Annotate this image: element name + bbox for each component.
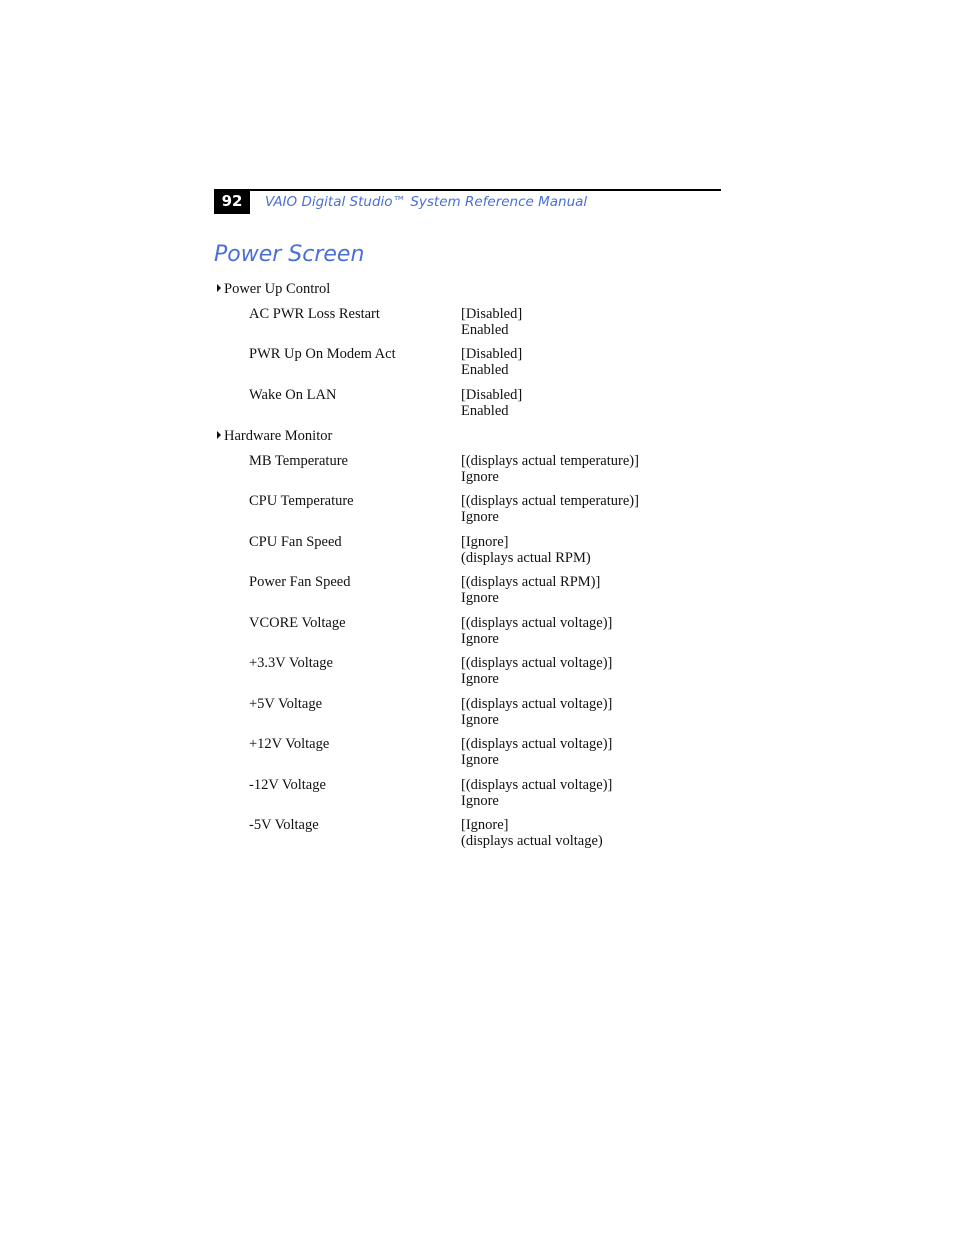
- setting-row-pwr-up-on-modem-act: [249, 346, 719, 380]
- section-title: Power Screen: [214, 242, 365, 267]
- setting-values: [461, 346, 522, 378]
- setting-default-value: [Disabled]: [461, 346, 523, 362]
- setting-row-3-3v-voltage: [249, 655, 719, 689]
- setting-row-cpu-fan-speed: [249, 534, 719, 568]
- setting-default-value: [(displays actual voltage)]: [461, 736, 613, 752]
- setting-row-5v-voltage: [249, 696, 719, 730]
- setting-alternate-value: Ignore: [461, 469, 499, 485]
- setting-alternate-value: (displays actual voltage): [461, 833, 603, 849]
- setting-values: [461, 574, 600, 606]
- setting-values: [461, 534, 591, 566]
- page-number: 92: [214, 189, 250, 214]
- setting-row-mb-temperature: [249, 453, 719, 487]
- setting-row-wake-on-lan: [249, 387, 719, 421]
- setting-values: [461, 453, 639, 485]
- setting-default-value: [Ignore]: [461, 817, 509, 833]
- setting-alternate-value: (displays actual RPM): [461, 550, 591, 566]
- setting-alternate-value: Enabled: [461, 362, 509, 378]
- setting-row-ac-pwr-loss-restart: [249, 306, 719, 340]
- header-rule: [214, 189, 721, 191]
- page-header: [214, 189, 721, 215]
- setting-default-value: [(displays actual voltage)]: [461, 615, 613, 631]
- setting-name: VCORE Voltage: [249, 615, 346, 631]
- setting-name: -12V Voltage: [249, 777, 326, 793]
- setting-alternate-value: Enabled: [461, 322, 509, 338]
- setting-row-vcore-voltage: [249, 615, 719, 649]
- setting-row-minus-5v-voltage: [249, 817, 719, 851]
- setting-name: CPU Temperature: [249, 493, 354, 509]
- setting-default-value: [Disabled]: [461, 306, 523, 322]
- setting-row-power-fan-speed: [249, 574, 719, 608]
- setting-name: +3.3V Voltage: [249, 655, 333, 671]
- setting-row-cpu-temperature: [249, 493, 719, 527]
- group-heading-power-up-control: [217, 281, 330, 297]
- group-heading-label: Power Up Control: [224, 281, 331, 297]
- setting-name: PWR Up On Modem Act: [249, 346, 396, 362]
- setting-name: -5V Voltage: [249, 817, 319, 833]
- setting-alternate-value: Ignore: [461, 671, 499, 687]
- setting-default-value: [(displays actual voltage)]: [461, 777, 613, 793]
- setting-values: [461, 777, 612, 809]
- setting-row-minus-12v-voltage: [249, 777, 719, 811]
- setting-alternate-value: Ignore: [461, 712, 499, 728]
- setting-default-value: [(displays actual temperature)]: [461, 453, 639, 469]
- triangle-right-icon: [217, 431, 221, 439]
- setting-values: [461, 736, 612, 768]
- setting-values: [461, 493, 639, 525]
- setting-name: CPU Fan Speed: [249, 534, 342, 550]
- triangle-right-icon: [217, 284, 221, 292]
- setting-alternate-value: Ignore: [461, 793, 499, 809]
- setting-default-value: [(displays actual temperature)]: [461, 493, 639, 509]
- setting-name: +12V Voltage: [249, 736, 330, 752]
- setting-default-value: [(displays actual voltage)]: [461, 696, 613, 712]
- setting-values: [461, 615, 612, 647]
- setting-alternate-value: Ignore: [461, 509, 499, 525]
- setting-default-value: [(displays actual RPM)]: [461, 574, 601, 590]
- setting-alternate-value: Ignore: [461, 752, 499, 768]
- setting-name: AC PWR Loss Restart: [249, 306, 380, 322]
- group-heading-label: Hardware Monitor: [224, 428, 333, 444]
- setting-alternate-value: Ignore: [461, 631, 499, 647]
- setting-values: [461, 655, 612, 687]
- setting-alternate-value: Ignore: [461, 590, 499, 606]
- setting-name: Wake On LAN: [249, 387, 337, 403]
- setting-default-value: [Ignore]: [461, 534, 509, 550]
- setting-name: +5V Voltage: [249, 696, 323, 712]
- setting-name: MB Temperature: [249, 453, 348, 469]
- setting-row-12v-voltage: [249, 736, 719, 770]
- setting-default-value: [Disabled]: [461, 387, 523, 403]
- running-title: VAIO Digital Studio™ System Reference Manual: [265, 194, 588, 210]
- setting-values: [461, 817, 603, 849]
- setting-default-value: [(displays actual voltage)]: [461, 655, 613, 671]
- setting-values: [461, 696, 612, 728]
- group-heading-hardware-monitor: [217, 428, 332, 444]
- setting-values: [461, 306, 522, 338]
- setting-alternate-value: Enabled: [461, 403, 509, 419]
- setting-name: Power Fan Speed: [249, 574, 351, 590]
- setting-values: [461, 387, 522, 419]
